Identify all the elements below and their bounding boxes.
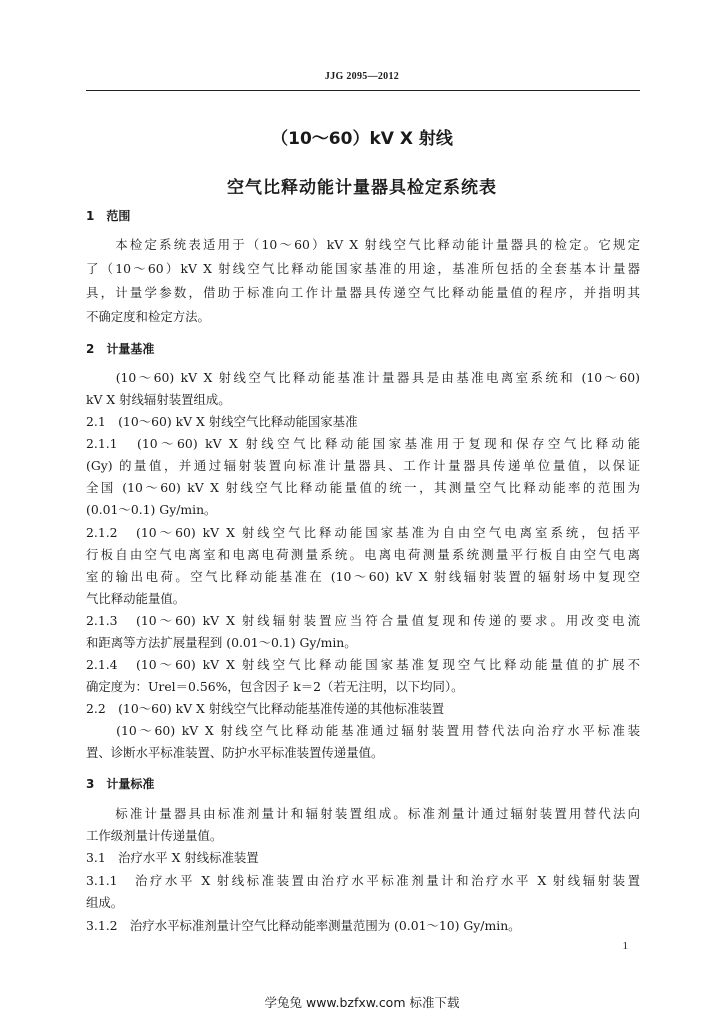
text-line: 2.2 (10～60) kV X 射线空气比释动能基准传递的其他标准装置	[86, 701, 445, 716]
text-line: (Gy) 的量值，并通过辐射装置向标准计量器具、工作计量器具传递单位量值，以保证	[86, 458, 640, 473]
text-line: 标准计量器具由标准剂量计和辐射装置组成。标准剂量计通过辐射装置用替代法向	[86, 806, 640, 821]
document-title-line-1: （10～60）kV X 射线	[271, 129, 453, 149]
text-line: 2.1.2 (10～60) kV X 射线空气比释动能国家基准为自由空气电离室系统，包括平	[86, 525, 640, 540]
text-line: 本检定系统表适用于（10～60）kV X 射线空气比释动能计量器具的检定。它规定	[86, 237, 640, 252]
text-line: 组成。	[86, 895, 124, 910]
text-line: 气比释动能量值。	[86, 591, 186, 606]
text-line: 2.1.3 (10～60) kV X 射线辐射装置应当符合量值复现和传递的要求。用改变电流	[86, 613, 640, 628]
text-line: 确定度为：Urel＝0.56%，包含因子 k＝2（若无注明，以下均同）。	[86, 679, 464, 694]
header-rule	[86, 90, 640, 91]
section-2-heading: 2 计量基准	[86, 342, 155, 356]
section-1-heading: 1 范围	[86, 209, 131, 223]
text-line: 3.1.2 治疗水平标准剂量计空气比释动能率测量范围为 (0.01～10) Gy/min。	[86, 918, 521, 933]
text-line: 3.1.1 治疗水平 X 射线标准装置由治疗水平标准剂量计和治疗水平 X 射线辐射装置	[86, 873, 640, 888]
text-line: 了（10～60）kV X 射线空气比释动能国家基准的用途，基准所包括的全套基本计量器	[86, 261, 640, 276]
text-line: 具，计量学参数，借助于标准向工作计量器具传递空气比释动能量值的程序，并指明其	[86, 285, 640, 300]
text-line: (10～60) kV X 射线空气比释动能基准计量器具是由基准电离室系统和 (10～60)	[86, 370, 640, 385]
text-line: (10～60) kV X 射线空气比释动能基准通过辐射装置用替代法向治疗水平标准装	[86, 723, 640, 738]
document-title-line-2: 空气比释动能计量器具检定系统表	[227, 178, 497, 198]
text-line: 工作级剂量计传递量值。	[86, 828, 223, 843]
section-3-heading: 3 计量标准	[86, 777, 155, 791]
document-header-code: JJG 2095—2012	[324, 71, 400, 82]
footer-watermark: 学兔兔 www.bzfxw.com 标准下载	[264, 995, 460, 1010]
text-line: 和距离等方法扩展量程到 (0.01～0.1) Gy/min。	[86, 635, 357, 650]
text-line: 2.1.4 (10～60) kV X 射线空气比释动能国家基准复现空气比释动能量值的扩展不	[86, 657, 640, 672]
text-line: 2.1 (10～60) kV X 射线空气比释动能国家基准	[86, 414, 358, 429]
text-line: 2.1.1 (10～60) kV X 射线空气比释动能国家基准用于复现和保存空气比释动能	[86, 436, 640, 451]
page-number: 1	[622, 940, 628, 952]
text-line: (0.01～0.1) Gy/min。	[86, 502, 217, 517]
text-line: 室的输出电荷。空气比释动能基准在 (10～60) kV X 射线辐射装置的辐射场中复现空	[86, 569, 640, 584]
text-line: 置、诊断水平标准装置、防护水平标准装置传递量值。	[86, 745, 384, 760]
text-line: 不确定度和检定方法。	[86, 309, 210, 324]
text-line: 全国 (10～60) kV X 射线空气比释动能量值的统一，其测量空气比释动能率的范围为	[86, 480, 640, 495]
text-line: kV X 射线辐射装置组成。	[86, 392, 231, 407]
text-line: 行板自由空气电离室和电离电荷测量系统。电离电荷测量系统测量平行板自由空气电离	[86, 547, 640, 562]
text-line: 3.1 治疗水平 X 射线标准装置	[86, 850, 259, 865]
